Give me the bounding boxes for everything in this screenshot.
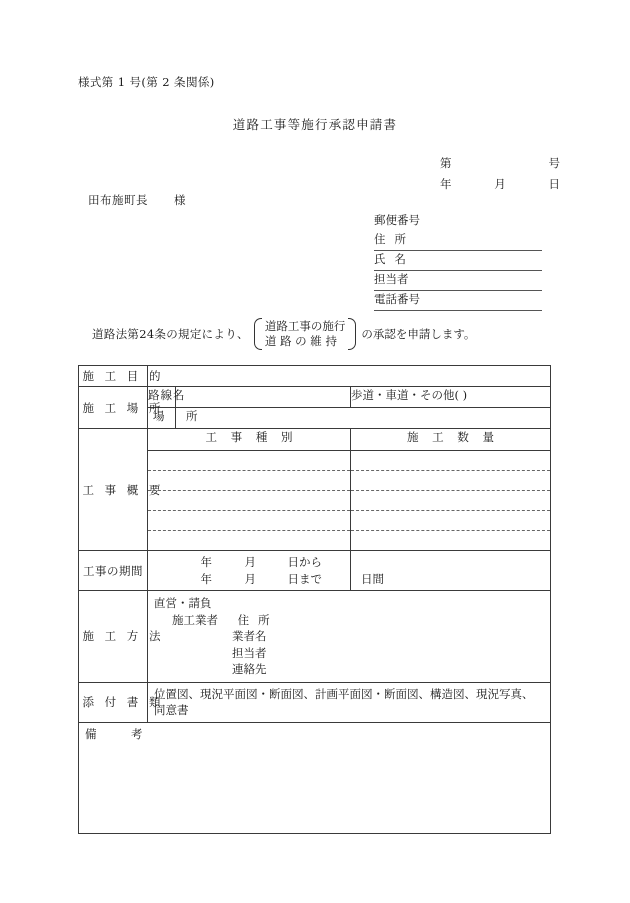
phone-label: 電話番号 bbox=[374, 292, 420, 306]
location-value[interactable] bbox=[176, 408, 551, 429]
quantity-entry[interactable] bbox=[351, 471, 550, 491]
date-month-label: 月 bbox=[494, 177, 506, 191]
table-row-outline-entries bbox=[79, 451, 551, 551]
method-company-label: 業者名 bbox=[232, 629, 267, 643]
postal-code-field[interactable] bbox=[374, 212, 542, 231]
method-value[interactable] bbox=[148, 591, 551, 683]
quantity-entry[interactable] bbox=[351, 531, 550, 550]
method-contractor-label: 施工業者 bbox=[172, 612, 218, 627]
addressee-honorific: 様 bbox=[174, 193, 186, 207]
work-type-entry[interactable] bbox=[148, 511, 350, 531]
purpose-label: 施 工 目 的 bbox=[79, 366, 148, 387]
work-type-entry[interactable] bbox=[148, 531, 350, 550]
attachments-value-cell[interactable] bbox=[148, 682, 551, 722]
postal-code-label: 郵便番号 bbox=[374, 213, 420, 227]
period-from-row bbox=[148, 554, 350, 571]
period-label: 工事の期間 bbox=[79, 551, 148, 591]
document-date-line bbox=[440, 176, 560, 192]
method-label: 施 工 方 法 bbox=[79, 591, 148, 683]
work-type-entries bbox=[148, 451, 351, 551]
method-type[interactable]: 直営・請負 bbox=[154, 596, 212, 610]
statement-option-group bbox=[254, 318, 357, 350]
period-total-days: 日間 bbox=[361, 572, 384, 586]
period-from-day: 日から bbox=[287, 555, 322, 569]
remarks-value[interactable] bbox=[79, 745, 550, 751]
statement-lead: 道路法第24条の規定により、 bbox=[92, 327, 249, 341]
name-label-2: 名 bbox=[394, 252, 406, 266]
work-type-entry[interactable] bbox=[148, 471, 350, 491]
quantity-entry[interactable] bbox=[351, 511, 550, 531]
period-to-month: 月 bbox=[244, 572, 256, 586]
period-to-year: 年 bbox=[200, 572, 212, 586]
application-statement bbox=[92, 318, 475, 350]
addressee bbox=[88, 192, 186, 208]
statement-option-1[interactable]: 道路工事の施行 bbox=[264, 319, 346, 333]
application-table bbox=[78, 365, 551, 834]
period-to-row bbox=[148, 571, 384, 588]
name-field[interactable] bbox=[374, 251, 542, 271]
addressee-name: 田布施町長 bbox=[88, 193, 148, 207]
address-field[interactable] bbox=[374, 231, 542, 251]
quantity-entries bbox=[351, 451, 551, 551]
document-title: 道路工事等施行承認申請書 bbox=[232, 117, 398, 132]
table-row-remarks bbox=[79, 722, 551, 833]
method-person-label: 担当者 bbox=[232, 645, 267, 660]
table-row-purpose bbox=[79, 366, 551, 387]
method-address-label-2: 所 bbox=[258, 612, 270, 627]
work-type-entry[interactable] bbox=[148, 451, 350, 471]
period-to-day: 日まで bbox=[287, 572, 322, 586]
quantity-entry[interactable] bbox=[351, 491, 550, 511]
method-contact-label: 連絡先 bbox=[232, 662, 267, 676]
statement-tail: の承認を申請します。 bbox=[361, 327, 476, 341]
date-day-label: 日 bbox=[548, 177, 560, 191]
road-type-options[interactable]: 歩道・車道・その他( ) bbox=[351, 387, 551, 408]
address-label: 住 bbox=[374, 232, 386, 246]
quantity-entry[interactable] bbox=[351, 451, 550, 471]
method-contractor-row bbox=[154, 612, 550, 629]
brace-right-icon bbox=[348, 318, 356, 350]
route-label: 路線名 bbox=[148, 387, 176, 408]
remarks-cell[interactable] bbox=[79, 722, 551, 833]
remarks-label: 備 考 bbox=[85, 726, 143, 741]
attachments-value: 位置図、現況平面図・断面図、計画平面図・断面図、構造図、現況写真、同意書 bbox=[154, 686, 534, 717]
attachments-label: 添 付 書 類 bbox=[79, 682, 148, 722]
contact-person-field[interactable] bbox=[374, 271, 542, 291]
table-row-method bbox=[79, 591, 551, 683]
date-year-label: 年 bbox=[440, 177, 452, 191]
applicant-block bbox=[374, 212, 542, 311]
form-code: 様式第 1 号(第 2 条関係) bbox=[78, 75, 215, 89]
work-type-entry[interactable] bbox=[148, 491, 350, 511]
address-label-2: 所 bbox=[394, 232, 406, 246]
table-row-outline-header bbox=[79, 429, 551, 451]
method-address-label: 住 bbox=[237, 612, 250, 627]
table-row-place-route bbox=[79, 387, 551, 408]
period-from-year: 年 bbox=[200, 555, 212, 569]
outline-label: 工 事 概 要 bbox=[79, 429, 148, 551]
period-from-month: 月 bbox=[244, 555, 256, 569]
place-label: 施 工 場 所 bbox=[79, 387, 148, 429]
purpose-value[interactable] bbox=[148, 366, 551, 387]
statement-option-2[interactable]: 道 路 の 維 持 bbox=[264, 334, 337, 348]
period-value[interactable] bbox=[148, 551, 384, 591]
contact-person-label: 担当者 bbox=[374, 272, 409, 286]
table-row-attachments bbox=[79, 682, 551, 722]
location-label: 場 所 bbox=[148, 408, 176, 429]
brace-left-icon bbox=[254, 318, 262, 350]
document-number-line bbox=[440, 155, 560, 171]
phone-field[interactable] bbox=[374, 291, 542, 311]
table-row-period bbox=[79, 551, 551, 591]
quantity-header: 施 工 数 量 bbox=[351, 429, 551, 451]
work-type-header: 工 事 種 別 bbox=[148, 429, 351, 451]
name-label: 氏 bbox=[374, 252, 386, 266]
route-value[interactable] bbox=[176, 387, 351, 408]
document-number-prefix: 第 bbox=[440, 156, 452, 170]
document-number-suffix: 号 bbox=[548, 156, 560, 170]
